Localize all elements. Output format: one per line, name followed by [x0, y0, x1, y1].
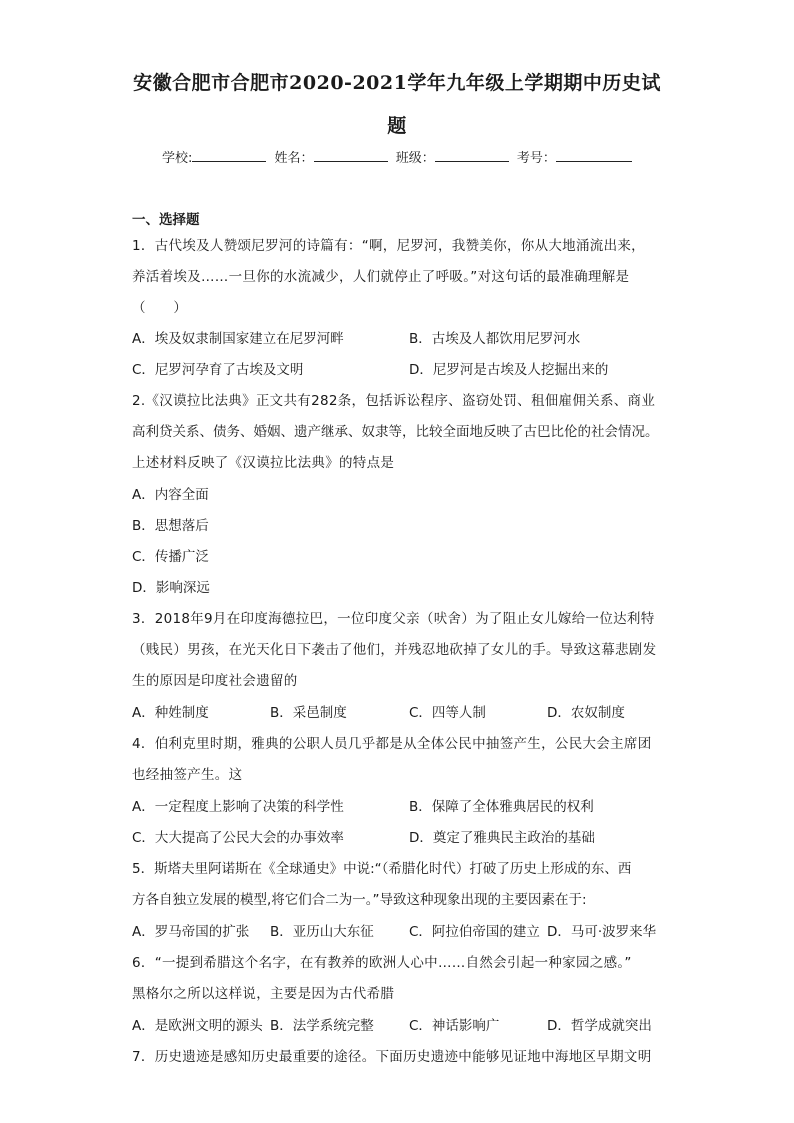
- question-1-option-b: B．古埃及人都饮用尼罗河水: [409, 331, 581, 347]
- question-3-line-1: 3．2018年9月在印度海德拉巴，一位印度父亲（吠舍）为了阻止女儿嫁给一位达利特: [132, 611, 655, 627]
- question-3-line-2: （贱民）男孩，在光天化日下袭击了他们，并残忍地砍掉了女儿的手。导致这幕悲剧发: [132, 642, 657, 658]
- name-label: 姓名：: [274, 151, 314, 166]
- name-blank[interactable]: [314, 149, 388, 162]
- question-4-option-a: A．一定程度上影响了决策的科学性: [132, 799, 344, 815]
- question-1-line-1: 1．古代埃及人赞颂尼罗河的诗篇有：“啊，尼罗河，我赞美你，你从大地涌流出来，: [132, 238, 645, 254]
- question-2-option-a: A．内容全面: [132, 487, 209, 503]
- question-6-line-2: 黑格尔之所以这样说，主要是因为古代希腊: [132, 986, 395, 1002]
- question-3-option-a: A．种姓制度: [132, 705, 209, 721]
- question-3-line-3: 生的原因是印度社会遗留的: [132, 673, 298, 689]
- question-6-option-c: C．神话影响广: [409, 1018, 500, 1034]
- question-6-option-a: A．是欧洲文明的源头: [132, 1018, 263, 1034]
- question-5-line-1: 5．斯塔夫里阿诺斯在《全球通史》中说:“（希腊化时代）打破了历史上形成的东、西: [132, 861, 632, 877]
- exam-number-blank[interactable]: [556, 149, 632, 162]
- question-3-option-d: D．农奴制度: [547, 705, 625, 721]
- exam-number-label: 考号：: [516, 151, 556, 166]
- question-6-line-1: 6．“一提到希腊这个名字，在有教养的欧洲人心中……自然会引起一种家园之感。”: [132, 955, 632, 971]
- question-1-option-c: C．尼罗河孕育了古埃及文明: [132, 362, 304, 378]
- school-label: 学校:: [162, 151, 193, 166]
- question-4-option-d: D．奠定了雅典民主政治的基础: [409, 830, 595, 846]
- question-2-line-1: 2.《汉谟拉比法典》正文共有282条，包括诉讼程序、盗窃处罚、租佃雇佣关系、商业: [132, 393, 656, 409]
- page-title-continued: 题: [387, 115, 407, 137]
- question-3-option-c: C．四等人制: [409, 705, 486, 721]
- question-5-option-d: D．马可·波罗来华: [547, 924, 657, 940]
- question-2-line-2: 高利贷关系、债务、婚姻、遗产继承、奴隶等，比较全面地反映了古巴比伦的社会情况。: [132, 424, 659, 440]
- question-4-option-b: B．保障了全体雅典居民的权利: [409, 799, 594, 815]
- student-info-row: [162, 147, 636, 166]
- question-5-option-b: B．亚历山大东征: [270, 924, 374, 940]
- question-1-option-d: D．尼罗河是古埃及人挖掘出来的: [409, 362, 609, 378]
- question-2-option-c: C．传播广泛: [132, 549, 209, 565]
- question-1-line-3: （ ）: [132, 300, 188, 316]
- question-3-option-b: B．采邑制度: [270, 705, 347, 721]
- question-2-option-d: D．影响深远: [132, 580, 210, 596]
- page-title: 安徽合肥市合肥市2020-2021学年九年级上学期期中历史试: [133, 72, 661, 94]
- question-6-option-d: D．哲学成就突出: [547, 1018, 652, 1034]
- question-5-option-c: C．阿拉伯帝国的建立: [409, 924, 540, 940]
- question-7-line-1: 7．历史遗迹是感知历史最重要的途径。下面历史遗迹中能够见证地中海地区早期文明: [132, 1049, 652, 1065]
- section-heading: 一、选择题: [132, 212, 200, 228]
- question-5-option-a: A．罗马帝国的扩张: [132, 924, 250, 940]
- question-5-line-2: 方各自独立发展的模型,将它们合二为一。”导致这种现象出现的主要因素在于:: [132, 892, 587, 908]
- question-1-line-2: 养活着埃及……一旦你的水流减少，人们就停止了呼吸。”对这句话的最准确理解是: [132, 269, 630, 285]
- question-6-option-b: B．法学系统完整: [270, 1018, 374, 1034]
- class-blank[interactable]: [435, 149, 509, 162]
- school-blank[interactable]: [192, 149, 266, 162]
- class-label: 班级：: [395, 151, 435, 166]
- question-1-option-a: A．埃及奴隶制国家建立在尼罗河畔: [132, 331, 344, 347]
- question-4-line-1: 4．伯利克里时期，雅典的公职人员几乎都是从全体公民中抽签产生，公民大会主席团: [132, 736, 652, 752]
- question-4-option-c: C．大大提高了公民大会的办事效率: [132, 830, 344, 846]
- question-4-line-2: 也经抽签产生。这: [132, 767, 243, 783]
- question-2-option-b: B．思想落后: [132, 518, 209, 534]
- question-2-line-3: 上述材料反映了《汉谟拉比法典》的特点是: [132, 455, 395, 471]
